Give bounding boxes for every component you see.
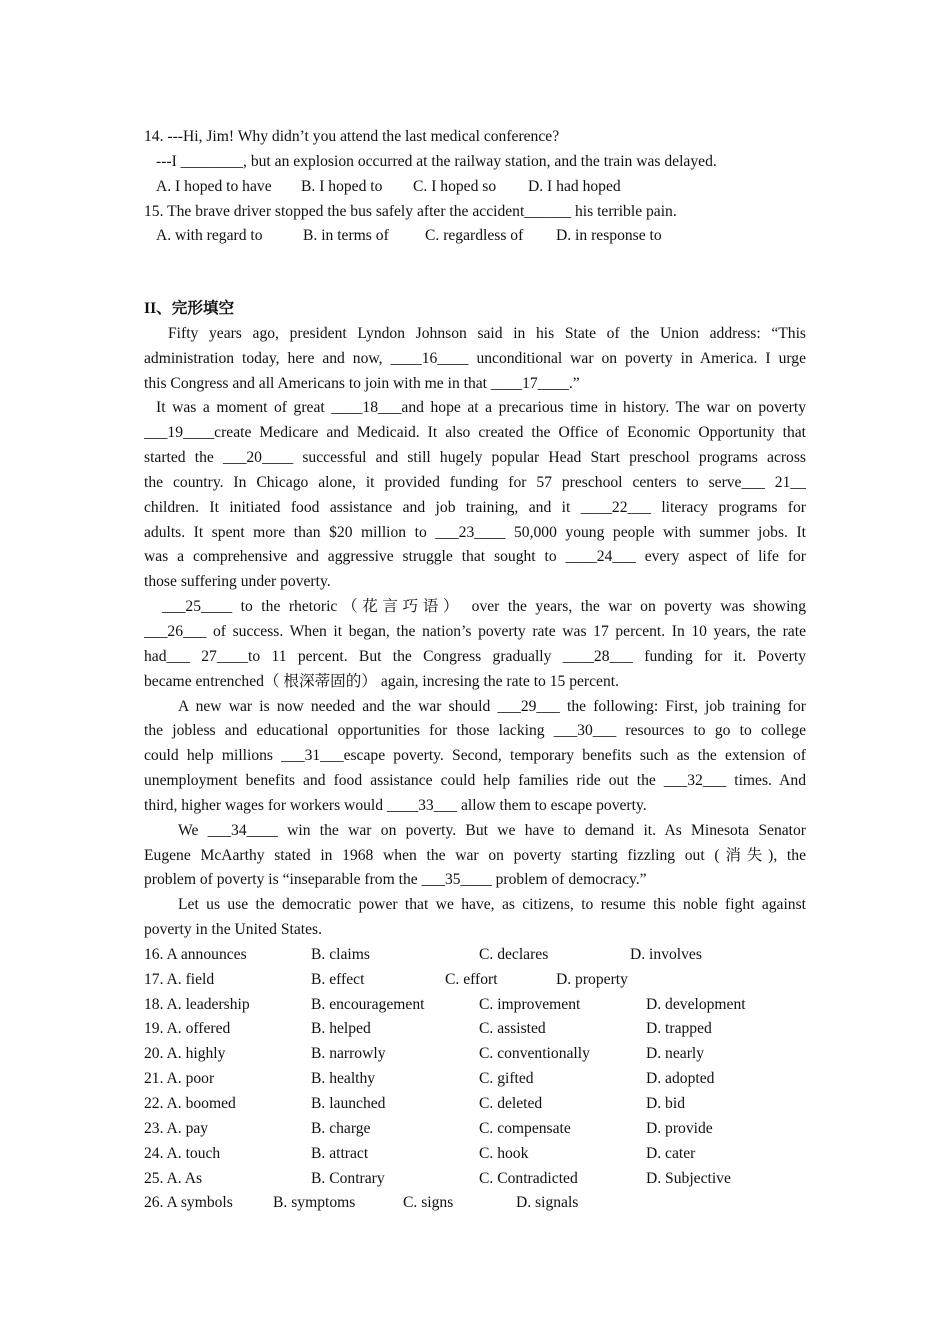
option: B. I hoped to (301, 177, 383, 195)
option: 18. A. leadership (144, 995, 250, 1013)
option-row (144, 1167, 806, 1192)
option: C. deleted (479, 1095, 543, 1112)
passage-line: poverty in the United States. (144, 921, 322, 939)
question-14-reply: ---I ________, but an explosion occurred at the railway station, and the train was delayed. (156, 152, 717, 170)
option: D. trapped (646, 1020, 712, 1038)
section-single-choice (144, 125, 806, 249)
option: C. assisted (479, 1020, 546, 1038)
passage-line: Eugene McAarthy stated in 1968 when the war on poverty starting fizzling out (消失), the (144, 846, 806, 864)
option: B. encouragement (311, 995, 425, 1013)
option: 26. A symbols (144, 1194, 233, 1212)
paragraph (144, 396, 806, 595)
option: D. provide (646, 1119, 713, 1137)
passage-line: children. It initiated food assistance and job training, and it ____22___ literacy programs for (144, 498, 806, 516)
option: D. property (556, 970, 628, 988)
option: D. signals (516, 1194, 579, 1212)
option: 25. A. As (144, 1169, 203, 1187)
option: D. involves (630, 945, 702, 963)
passage-line: the country. In Chicago alone, it provided funding for 57 preschool centers to serve___ 21__ (144, 473, 806, 491)
option-row (144, 1067, 806, 1092)
passage-line: this Congress and all Americans to join with me in that ____17____.” (144, 374, 580, 392)
option: B. in terms of (303, 227, 389, 245)
option: B. effect (311, 970, 365, 988)
option: D. bid (646, 1095, 685, 1112)
paragraph (144, 695, 806, 819)
option: C. gifted (479, 1070, 534, 1088)
question-15-options (144, 224, 806, 249)
option: 24. A. touch (144, 1144, 221, 1162)
option: D. development (646, 995, 746, 1013)
passage-line: started the ___20____ successful and still hugely popular Head Start preschool programs across (144, 449, 806, 467)
question-14-stem: 14. ---Hi, Jim! Why didn’t you attend the last medical conference? (144, 128, 560, 145)
passage-line: adults. It spent more than $20 million to ___23____ 50,000 young people with summer jobs. It (144, 523, 806, 541)
option-row (144, 1042, 806, 1067)
option: B. healthy (311, 1070, 376, 1088)
option: B. Contrary (311, 1169, 385, 1187)
passage-line: ___19____create Medicare and Medicaid. It also created the Office of Economic Opportunity that (144, 424, 806, 442)
passage-line: administration today, here and now, ____16____ unconditional war on poverty in America. I urge (144, 349, 806, 367)
option-row (144, 1142, 806, 1167)
paragraph (144, 322, 806, 397)
passage-line: It was a moment of great ____18___and hope at a precarious time in history. The war on poverty (156, 399, 806, 417)
option: 23. A. pay (144, 1119, 209, 1137)
passage-line: We ___34____ win the war on poverty. But we have to demand it. As Minesota Senator (178, 821, 806, 839)
option: C. conventionally (479, 1045, 590, 1063)
option: C. declares (479, 945, 549, 963)
option: C. signs (403, 1194, 454, 1212)
passage-line: could help millions ___31___escape poverty. Second, temporary benefits such as the extension of (144, 747, 806, 765)
paragraph (144, 893, 806, 943)
section-heading: II、完形填空 (144, 300, 235, 317)
option: B. helped (311, 1020, 371, 1038)
option: C. Contradicted (479, 1169, 578, 1187)
option-row (144, 1017, 806, 1042)
question-15-stem: 15. The brave driver stopped the bus safely after the accident______ his terrible pain. (144, 202, 677, 220)
passage-line: those suffering under poverty. (144, 573, 331, 591)
option-row (144, 1092, 806, 1117)
passage-line: had___ 27____to 11 percent. But the Congress gradually ____28___ funding for it. Poverty (144, 647, 806, 665)
passage-line: Let us use the democratic power that we have, as citizens, to resume this noble fight against (178, 896, 806, 914)
option: 16. A announces (144, 945, 247, 963)
option: 20. A. highly (144, 1045, 226, 1063)
option: C. I hoped so (413, 177, 497, 195)
option: C. compensate (479, 1119, 571, 1137)
option: D. nearly (646, 1045, 705, 1063)
passage-line: was a comprehensive and aggressive struggle that sought to ____24___ every aspect of life for (144, 548, 806, 566)
option: D. I had hoped (528, 177, 621, 195)
paragraph (144, 819, 806, 894)
cloze-passage (144, 322, 806, 943)
question-14-options (144, 175, 806, 200)
option: 17. A. field (144, 970, 215, 988)
option: B. charge (311, 1119, 371, 1137)
option-row (144, 1117, 806, 1142)
option: C. effort (445, 970, 498, 988)
passage-line: became entrenched（ 根深蒂固的） again, incresing the rate to 15 percent. (144, 672, 620, 690)
passage-line: A new war is now needed and the war should ___29___ the following: First, job training for (178, 697, 806, 715)
option-row (144, 968, 806, 993)
option: A. I hoped to have (156, 177, 272, 195)
option-row (144, 943, 806, 968)
passage-line: Fifty years ago, president Lyndon Johnson said in his State of the Union address: “This (168, 324, 806, 342)
option: 21. A. poor (144, 1070, 215, 1088)
option: B. attract (311, 1144, 369, 1162)
option: B. narrowly (311, 1045, 386, 1063)
option: A. with regard to (156, 227, 263, 245)
option-row (144, 993, 806, 1018)
option: B. claims (311, 945, 370, 963)
passage-line: the jobless and educational opportunities for those lacking ___30___ resources to go to college (144, 722, 806, 740)
section-cloze (144, 297, 806, 1216)
option: D. adopted (646, 1070, 715, 1088)
option: D. Subjective (646, 1169, 731, 1187)
passage-line: third, higher wages for workers would ____33___ allow them to escape poverty. (144, 796, 647, 814)
paragraph (144, 595, 806, 694)
passage-line: unemployment benefits and food assistance could help families ride out the ___32___ times. And (144, 772, 806, 790)
passage-line: ___25____ to the rhetoric（花言巧语） over the years, the war on poverty was showing (162, 598, 806, 616)
option: D. cater (646, 1144, 696, 1162)
passage-line: ___26___ of success. When it began, the nation’s poverty rate was 17 percent. In 10 years, the rate (144, 622, 806, 640)
option: B. symptoms (273, 1194, 356, 1212)
passage-line: problem of poverty is “inseparable from the ___35____ problem of democracy.” (144, 871, 647, 889)
option: D. in response to (556, 227, 662, 245)
option: B. launched (311, 1095, 386, 1112)
option: 19. A. offered (144, 1020, 231, 1038)
option: C. regardless of (425, 227, 524, 245)
option: C. improvement (479, 995, 581, 1013)
option: C. hook (479, 1144, 529, 1162)
option-row (144, 1191, 806, 1216)
option: 22. A. boomed (144, 1095, 236, 1112)
cloze-options (144, 943, 806, 1216)
